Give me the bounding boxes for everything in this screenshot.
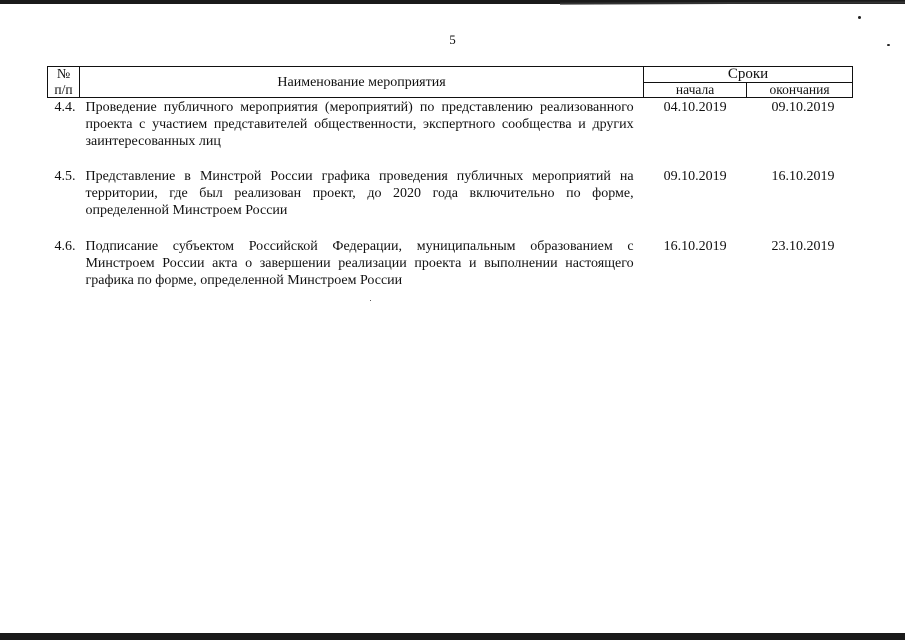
page-number: 5 — [449, 32, 456, 47]
header-end: окончания — [747, 83, 853, 98]
header-event-name: Наименование мероприятия — [79, 67, 643, 98]
header-number-bottom: п/п — [48, 83, 80, 98]
header-number-top: № — [48, 67, 80, 83]
scan-speck — [858, 16, 861, 19]
scan-edge-top — [0, 0, 905, 4]
row-number: 4.5. — [54, 168, 76, 184]
header-start: начала — [644, 83, 747, 98]
header-deadlines: Сроки — [644, 67, 853, 83]
row-start-date: 04.10.2019 — [663, 100, 727, 115]
row-event-name: Подписание субъектом Российской Федерации, муниципальным образованием с Минстроем России акта о завершении реализации проекта и выполнении настоящего графика по форме, определенной Минстроем России — [85, 238, 634, 288]
table-row — [48, 238, 853, 308]
row-start-date: 09.10.2019 — [663, 168, 727, 184]
schedule-table — [47, 66, 853, 308]
table-row — [48, 168, 853, 238]
row-event-name: Проведение публичного мероприятия (мероприятий) по представлению реализованного проекта с участием представителей общественности, экспертного сообщества и других заинтересованных лиц — [85, 100, 634, 149]
scan-edge-bottom — [0, 633, 905, 640]
row-end-date: 23.10.2019 — [771, 238, 835, 254]
row-number: 4.4. — [54, 100, 76, 115]
row-end-date: 16.10.2019 — [771, 168, 835, 184]
row-start-date: 16.10.2019 — [663, 238, 727, 254]
table-row — [48, 98, 853, 168]
row-number: 4.6. — [54, 238, 76, 254]
row-end-date: 09.10.2019 — [771, 100, 835, 115]
row-event-name: Представление в Минстрой России графика проведения публичных мероприятий на территории, где был реализован проект, до 2020 года включительно по форме, определенной Минстроем России — [85, 168, 634, 218]
